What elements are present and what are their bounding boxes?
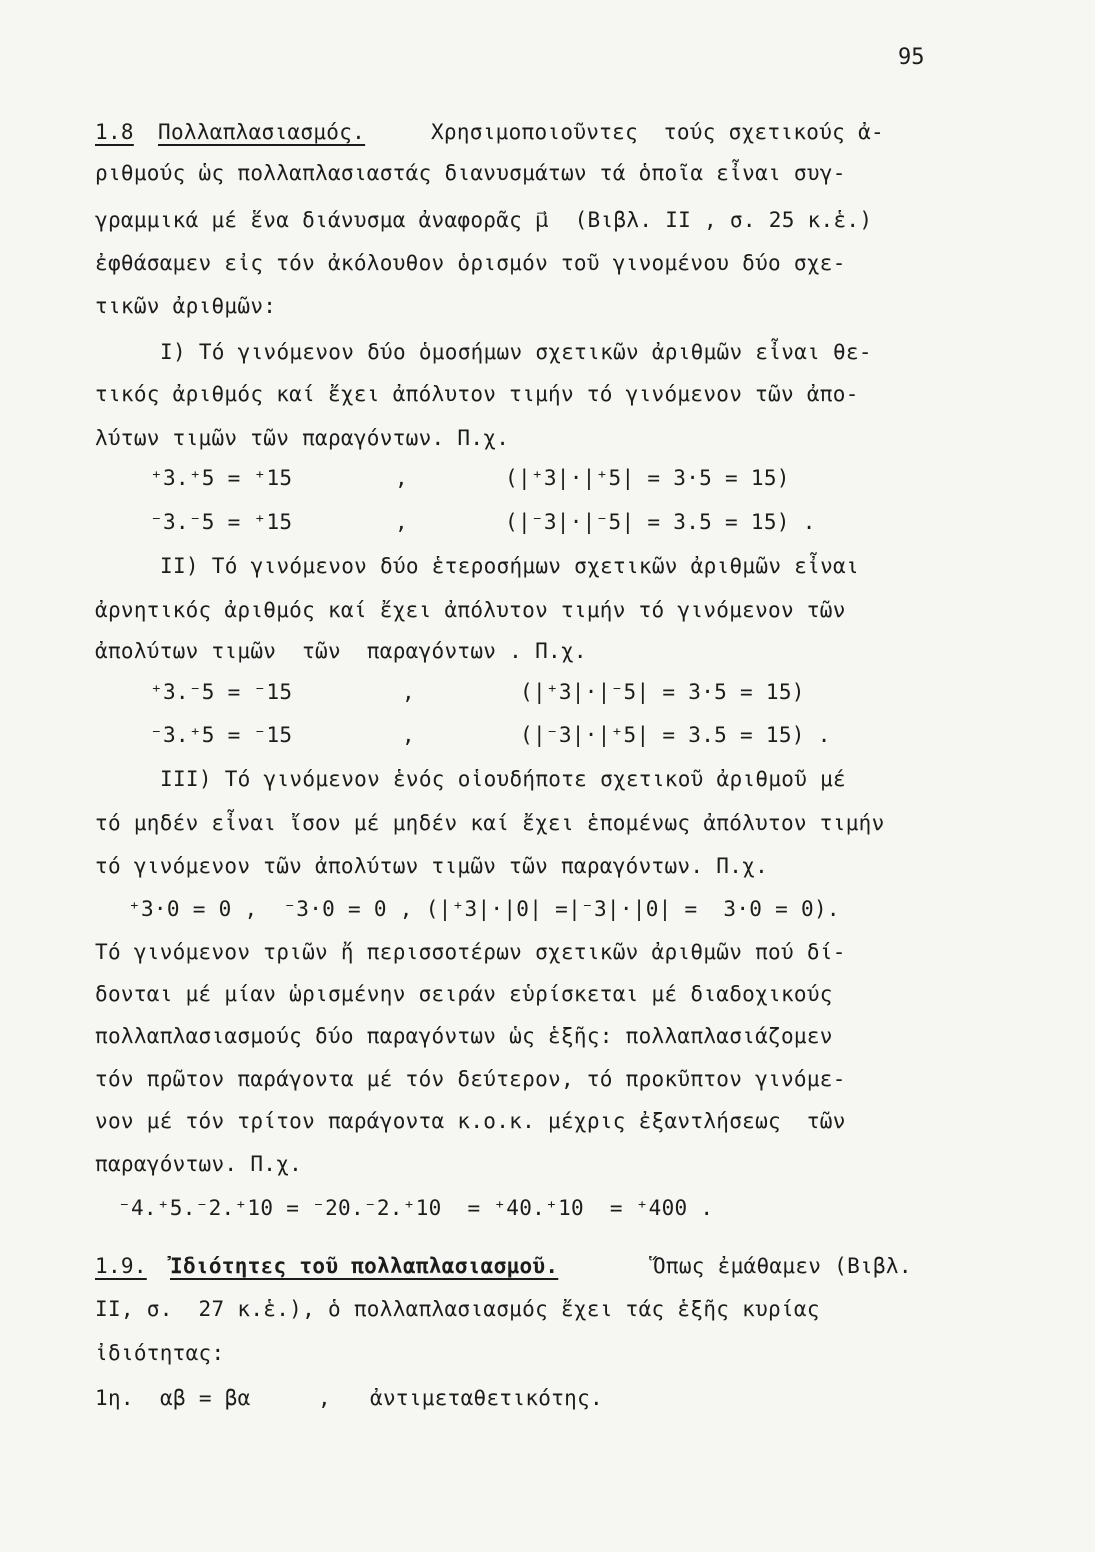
example-right: (|⁻3|·|⁻5| = 3.5 = 15) . [505,510,816,534]
example-right: (|⁺3|·|⁻5| = 3·5 = 15) [520,680,805,704]
example-separator: , [395,466,408,490]
section-title: Ἰδιότητες τοῦ πολλαπλασιασμοῦ. [170,1254,559,1278]
page-number: 95 [898,45,925,70]
example-separator: , [402,680,415,704]
example-left: ⁻3.⁻5 = ⁺15 [150,510,293,534]
document-page: 95 1.8 Πολλαπλασιασμός. Χρησιμοποιοῦντες τούς σχετικούς ἀ- ριθμούς ὡς πολλαπλασιαστάς διανυσμάτων τά ὁποῖα εἶναι συγ- γραμμικά μέ ἕνα διάνυσμα ἀναφορᾶς μ⃗ (Βιβλ. II , σ. 25 κ.ἑ.) ἐφθάσαμεν εἰς τόν ἀκόλουθον ὁρισμόν τοῦ γινομένου δύο σχε- τικῶν ἀριθμῶν: I) Τό γινόμενον δύο ὁμοσήμων σχετικῶν ἀριθμῶν εἶναι θε- τικός ἀριθμός καί ἔχει ἀπόλυτον τιμήν τό γινόμενον τῶν ἀπο- λύτων τιμῶν τῶν παραγόντων. Π.χ. ⁺3.⁺5 = ⁺15 , (|⁺3|·|⁺5| = 3·5 = 15) ⁻3.⁻5 = ⁺15 , (|⁻3|·|⁻5| = 3.5 = 15) . II) Τό γινόμενον δύο ἑτεροσήμων σχετικῶν ἀριθμῶν εἶναι ἀρνητικός ἀριθμός καί ἔχει ἀπόλυτον τιμήν τό γινόμενον τῶν ἀπολύτων τιμῶν τῶν παραγόντων . Π.χ. ⁺3.⁻5 = ⁻15 , (|⁺3|·|⁻5| = 3·5 = 15) ⁻3.⁺5 = ⁻15 , (|⁻3|·|⁺5| = 3.5 = 15) . III) Τό γινόμενον ἑνός οἱουδήποτε σχετικοῦ ἀριθμοῦ μέ τό μηδέν εἶναι ἴσον μέ μηδέν καί ἔχει ἑπομένως ἀπόλυτον τιμήν τό γινόμενον τῶν ἀπολύτων τιμῶν τῶν παραγόντων. Π.χ. ⁺3·0 = 0 , ⁻3·0 = 0 , (|⁺3|·|0| =|⁻3|·|0| = 3·0 = 0). Τό γινόμενον τριῶν ἤ περισσοτέρων σχετικῶν ἀριθμῶν πού δί- δονται μέ μίαν ὡρισμένην σειράν εὑρίσκεται μέ διαδοχικούς πολλαπλασιασμούς δύο παραγόντων ὡς ἑξῆς: πολλαπλασιάζομεν τόν πρῶτον παράγοντα μέ τόν δεύτερον, τό προκῦπτον γινόμε- νον μέ τόν τρίτον παράγοντα κ.ο.κ. μέχρις ἐξαντλήσεως τῶν παραγόντων. Π.χ. ⁻4.⁺5.⁻2.⁺10 = ⁻20.⁻2.⁺10 = ⁺40.⁺10 = ⁺400 . 1.9. Ἰδιότητες τοῦ πολλαπλασιασμοῦ. Ὅπως ἐμάθαμεν (Βιβλ. II, σ. 27 κ.ἑ.), ὁ πολλαπλασιασμός ἔχει τάς ἑξῆς κυρίας ἰδιότητας: 1η. αβ = βα , ἀντιμεταθετικότης. [0,0,1095,1500]
example-right: (|⁺3|·|⁺5| = 3·5 = 15) [505,466,790,490]
property-name: ἀντιμεταθετικότης. [370,1386,603,1410]
example-separator: , [395,510,408,534]
example-left: ⁻3.⁺5 = ⁻15 [150,723,293,747]
text-line: Ὅπως ἐμάθαμεν (Βιβλ. [640,1254,912,1278]
property-line [0,1384,1095,1552]
property-formula: αβ = βα [160,1386,251,1410]
example-separator: , [402,723,415,747]
example-left: ⁺3.⁻5 = ⁻15 [150,680,293,704]
text-line: Χρησιμοποιοῦντες τούς σχετικούς ἀ- [418,120,884,144]
property-label: 1η. [95,1386,134,1410]
example-right: (|⁻3|·|⁺5| = 3.5 = 15) . [520,723,831,747]
section-number: 1.8 [95,120,134,144]
example-left: ⁺3.⁺5 = ⁺15 [150,466,293,490]
section-number: 1.9. [95,1254,147,1278]
section-1-8-heading-line [0,118,1095,258]
property-separator: , [318,1386,331,1410]
section-title: Πολλαπλασιασμός. [158,120,366,144]
